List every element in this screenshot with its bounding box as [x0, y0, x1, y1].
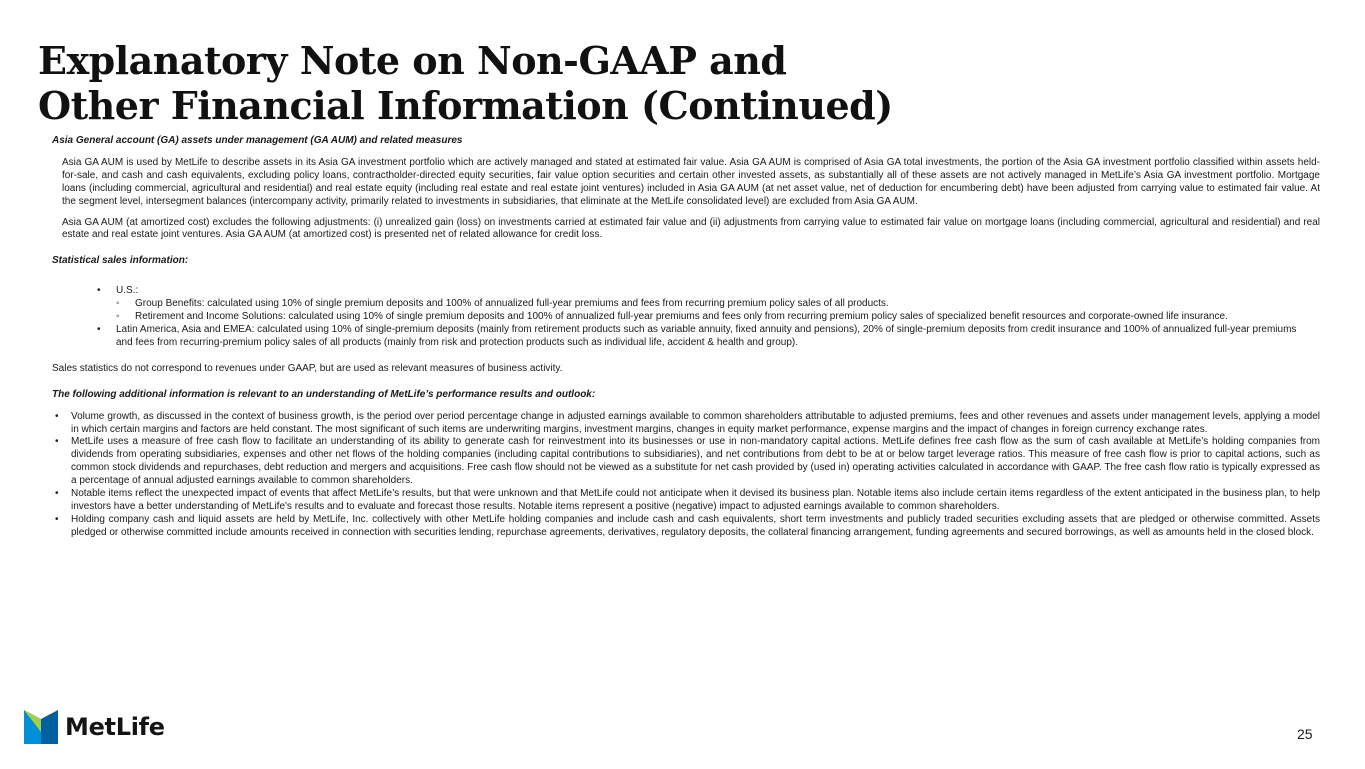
- statistical-sales-list: [52, 285, 1307, 350]
- statistical-sales-heading: Statistical sales information:: [52, 255, 189, 267]
- list-item: [97, 285, 1307, 324]
- list-item: • MetLife uses a measure of free cash flow to facilitate an understanding of its ability to generate cash for reinvestment into its businesses or use in non-mandatory capital actions. MetLife defines free cash flow as the sum of cash available at MetLife’s holding companies from dividends from operating subsidiaries, expenses and other net flows of the holding companies (including capital contributions to subsidiaries), and net contributions from debt to be at or below target leverage ratios. This measure of free cash flow is prior to capital actions, such as common stock dividends and repurchases, debt reduction and mergers and acquisitions. Free cash flow should not be viewed as a substitute for net cash provided by (used in) operating activities calculated in accordance with GAAP. The free cash flow ratio is typically expressed as a percentage of annual adjusted earnings available to common shareholders.: [52, 436, 1320, 488]
- list-item: ◦ Retirement and Income Solutions: calculated using 10% of single premium deposits and 100% of annualized full-year premiums and fees only from recurring premium policy sales of specialized benefit resources and corporate-owned life insurance.: [116, 311, 1307, 324]
- metlife-logo: [24, 710, 165, 744]
- performance-list: [52, 411, 1320, 540]
- page-title-line-1: Explanatory Note on Non-GAAP and: [38, 38, 787, 83]
- statistical-sales-section: [52, 255, 1320, 375]
- list-item: • Volume growth, as discussed in the context of business growth, is the period over period percentage change in adjusted earnings available to common shareholders attributable to adjusted premiums, fees and other revenues and assets under management levels, applying a model in which certain margins and factors are held constant. The most significant of such items are underwriting margins, investment margins, changes in equity market performance, expense margins and the impact of changes in foreign currency exchange rates.: [52, 411, 1320, 437]
- asia-ga-aum-amortized-paragraph: Asia GA AUM (at amortized cost) excludes the following adjustments: (i) unrealized gain (loss) on investments carried at estimated fair value and (ii) adjustments from carrying value to estimated fair value on mortgage loans (including commercial, agricultural and residential) and real estate and real estate joint ventures. Asia GA AUM (at amortized cost) is presented net of related allowance for credit loss.: [62, 216, 1320, 241]
- logo-text: MetLife: [65, 713, 165, 741]
- list-item: • Notable items reflect the unexpected impact of events that affect MetLife’s results, but that were unknown and that MetLife could not anticipate when it devised its business plan. Notable items also include certain items regardless of the extent anticipated in the business plan, to help investors have a better understanding of MetLife's results and to evaluate and forecast those results. Notable items represent a positive (negative) impact to adjusted earnings available to common shareholders.: [52, 488, 1320, 514]
- page-title: [38, 38, 893, 128]
- page-number: 25: [1297, 726, 1313, 742]
- sales-statistics-note: Sales statistics do not correspond to revenues under GAAP, but are used as relevant measures of business activity.: [52, 362, 563, 374]
- us-sublist: [116, 298, 1307, 324]
- list-item: • Latin America, Asia and EMEA: calculated using 10% of single-premium deposits (mainly from retirement products such as variable annuity, fixed annuity and pensions), 20% of single-premium deposits from credit insurance and 100% of annualized full-year premiums and fees from recurring-premium policy sales of all products (mainly from risk and protection products such as individual life, accident & health and group).: [97, 324, 1307, 350]
- page-title-line-2: Other Financial Information (Continued): [38, 83, 893, 128]
- list-item: • Holding company cash and liquid assets are held by MetLife, Inc. collectively with other MetLife holding companies and include cash and cash equivalents, short term investments and publicly traded securities excluding assets that are pledged or otherwise committed. Assets pledged or otherwise committed include amounts received in connection with securities lending, repurchase agreements, derivatives, regulatory deposits, the collateral financing arrangement, funding agreements and secured borrowings, as well as amounts held in the closed block.: [52, 514, 1320, 540]
- list-item: ◦ Group Benefits: calculated using 10% of single premium deposits and 100% of annualized full-year premiums and fees from recurring premium policy sales of all products.: [116, 298, 1307, 311]
- asia-ga-aum-section: [52, 135, 1320, 242]
- performance-heading: The following additional information is relevant to an understanding of MetLife’s performance results and outlook:: [52, 388, 596, 400]
- asia-ga-aum-paragraph: Asia GA AUM is used by MetLife to describe assets in its Asia GA investment portfolio which are actively managed and stated at estimated fair value. Asia GA AUM is comprised of Asia GA total investments, the portion of the Asia GA investment portfolio classified within assets held-for-sale, and cash and cash equivalents, excluding policy loans, contractholder-directed equity securities, fair value option securities and certain other invested assets, as substantially all of these assets are not actively managed in MetLife’s Asia GA investment portfolio. Mortgage loans (including commercial, agricultural and residential) and real estate equity (including real estate and real estate joint ventures) included in Asia GA AUM (at net asset value, net of deduction for encumbering debt) have been adjusted from carrying value to estimated fair value. At the segment level, intersegment balances (intercompany activity, primarily related to investments in subsidiaries, that eliminate at the MetLife consolidated level) are excluded from Asia GA AUM.: [62, 156, 1320, 207]
- us-label: U.S.:: [116, 285, 139, 297]
- asia-ga-aum-heading: Asia General account (GA) assets under management (GA AUM) and related measures: [52, 135, 463, 146]
- performance-section: [52, 389, 1320, 540]
- content-body: [52, 135, 1320, 540]
- metlife-m-icon: [24, 710, 58, 744]
